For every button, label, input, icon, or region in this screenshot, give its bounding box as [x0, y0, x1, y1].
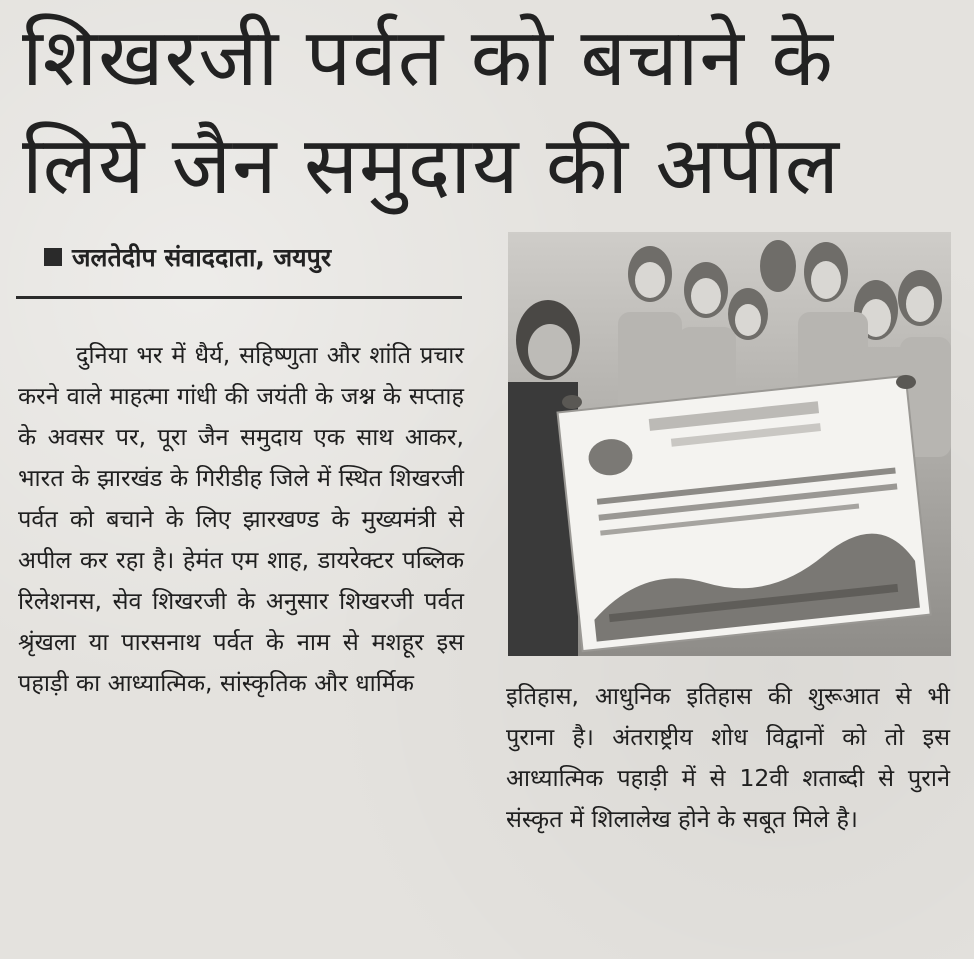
group-photo-illustration: [508, 232, 951, 656]
news-photo: [508, 232, 951, 656]
body-text-left: दुनिया भर में धैर्य, सहिष्णुता और शांति प्रचार करने वाले माहत्मा गांधी की जयंती के जश्न के सप्ताह के अवसर पर, पूरा जैन समुदाय एक साथ आकर, भारत के झारखंड के गिरीडीह जिले में स्थित शिखरजी पर्वत को बचाने के लिए झारखण्ड के मुख्यमंत्री से अपील कर रहा है। हेमंत एम शाह, डायरेक्टर पब्लिक रिलेशनस, सेव शिखरजी के अनुसार शिखरजी पर्वत श्रृंखला या पारसनाथ पर्वत के नाम से मशहूर इस पहाड़ी का आध्यात्मिक, सांस्कृतिक और धार्मिक: [18, 341, 464, 697]
byline: [44, 240, 331, 274]
bullet-square-icon: [44, 248, 62, 266]
byline-text: जलतेदीप संवाददाता, जयपुर: [72, 243, 332, 272]
article-paragraph-left: [18, 335, 464, 704]
headline: [22, 4, 962, 220]
article-paragraph-right: इतिहास, आधुनिक इतिहास की शुरूआत से भी पुराना है। अंतराष्ट्रीय शोध विद्वानों को तो इस आध्यात्मिक पहाड़ी में से 12वी शताब्दी से पुराने संस्कृत में शिलालेख होने के सबूत मिले है।: [506, 682, 950, 833]
article-column-left: [18, 335, 464, 704]
headline-line-2: लिये जैन समुदाय की अपील: [22, 119, 841, 212]
byline-rule: [16, 296, 462, 299]
article-column-right: [506, 676, 950, 840]
headline-line-1: शिखरजी पर्वत को बचाने के: [22, 11, 834, 104]
